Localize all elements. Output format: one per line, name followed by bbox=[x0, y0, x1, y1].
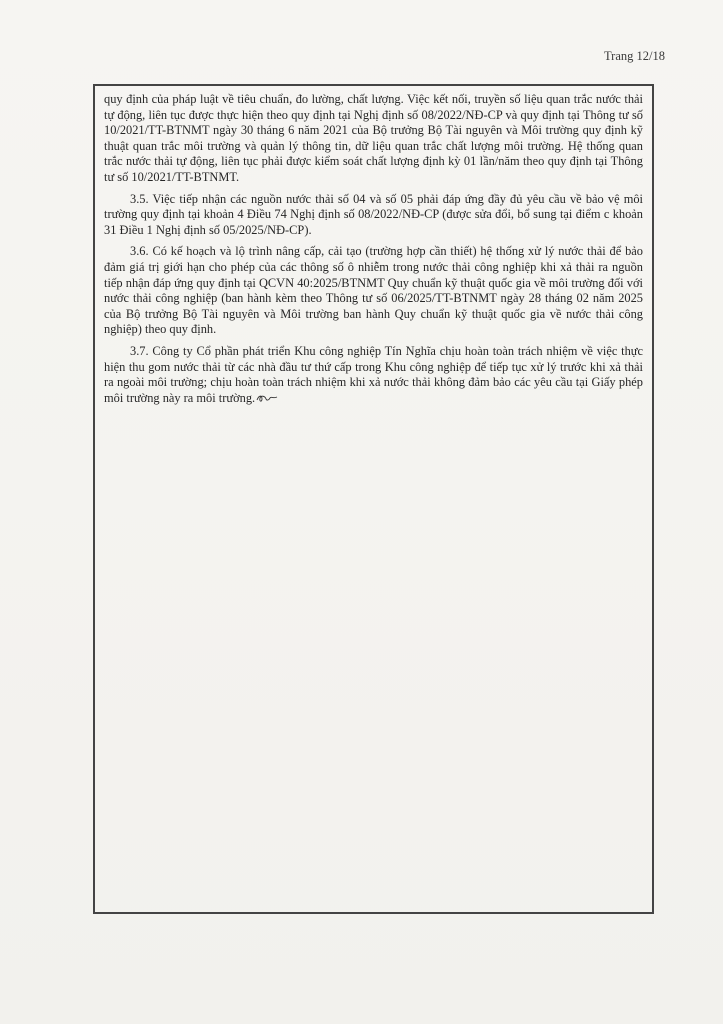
paragraph-3-7 bbox=[104, 344, 643, 406]
document-body bbox=[104, 92, 643, 412]
paragraph-3-5: 3.5. Việc tiếp nhận các nguồn nước thải số 04 và số 05 phải đáp ứng đầy đủ yêu cầu về bảo vệ môi trường quy định tại khoản 4 Điều 74 Nghị định số 08/2022/NĐ-CP (được sửa đổi, bổ sung tại điểm c khoản 31 Điều 1 Nghị định số 05/2025/NĐ-CP). bbox=[104, 191, 643, 237]
paragraph-3-6: 3.6. Có kế hoạch và lộ trình nâng cấp, cải tạo (trường hợp cần thiết) hệ thống xử lý nước thải để bảo đảm giá trị giới hạn cho phép của các thông số ô nhiễm trong nước thải công nghiệp khi xả thải ra nguồn tiếp nhận đáp ứng quy định tại QCVN 40:2025/BTNMT Quy chuẩn kỹ thuật quốc gia về môi trường đối với nước thải công nghiệp (ban hành kèm theo Thông tư số 06/2025/TT-BTNMT ngày 28 tháng 02 năm 2025 của Bộ trưởng Bộ Tài nguyên và Môi trường ban hành Quy chuẩn kỹ thuật quốc gia về nước thải công nghiệp) theo quy định. bbox=[104, 244, 643, 337]
page-number: Trang 12/18 bbox=[603, 49, 665, 63]
paragraph-3-7-text: 3.7. Công ty Cổ phần phát triển Khu công nghiệp Tín Nghĩa chịu hoàn toàn trách nhiệm về việc thực hiện thu gom nước thải từ các nhà đầu tư thứ cấp trong Khu công nghiệp để tiếp tục xử lý trước khi xả thải ra ngoài môi trường; chịu hoàn toàn trách nhiệm khi xả nước thải không đảm bảo các yêu cầu tại Giấy phép môi trường này ra môi trường. bbox=[104, 343, 643, 405]
paragraph-continuation: quy định của pháp luật về tiêu chuẩn, đo lường, chất lượng. Việc kết nối, truyền số liệu quan trắc nước thải tự động, liên tục được thực hiện theo quy định tại Nghị định số 08/2022/NĐ-CP và quy định tại Thông tư số 10/2021/TT-BTNMT ngày 30 tháng 6 năm 2021 của Bộ trưởng Bộ Tài nguyên và Môi trường quy định kỹ thuật quan trắc môi trường và quản lý thông tin, dữ liệu quan trắc chất lượng môi trường. Hệ thống quan trắc nước thải tự động, liên tục phải được kiểm soát chất lượng định kỳ 01 lần/năm theo quy định tại Thông tư số 10/2021/TT-BTNMT. bbox=[104, 92, 643, 184]
initial-signature-icon bbox=[256, 393, 278, 403]
